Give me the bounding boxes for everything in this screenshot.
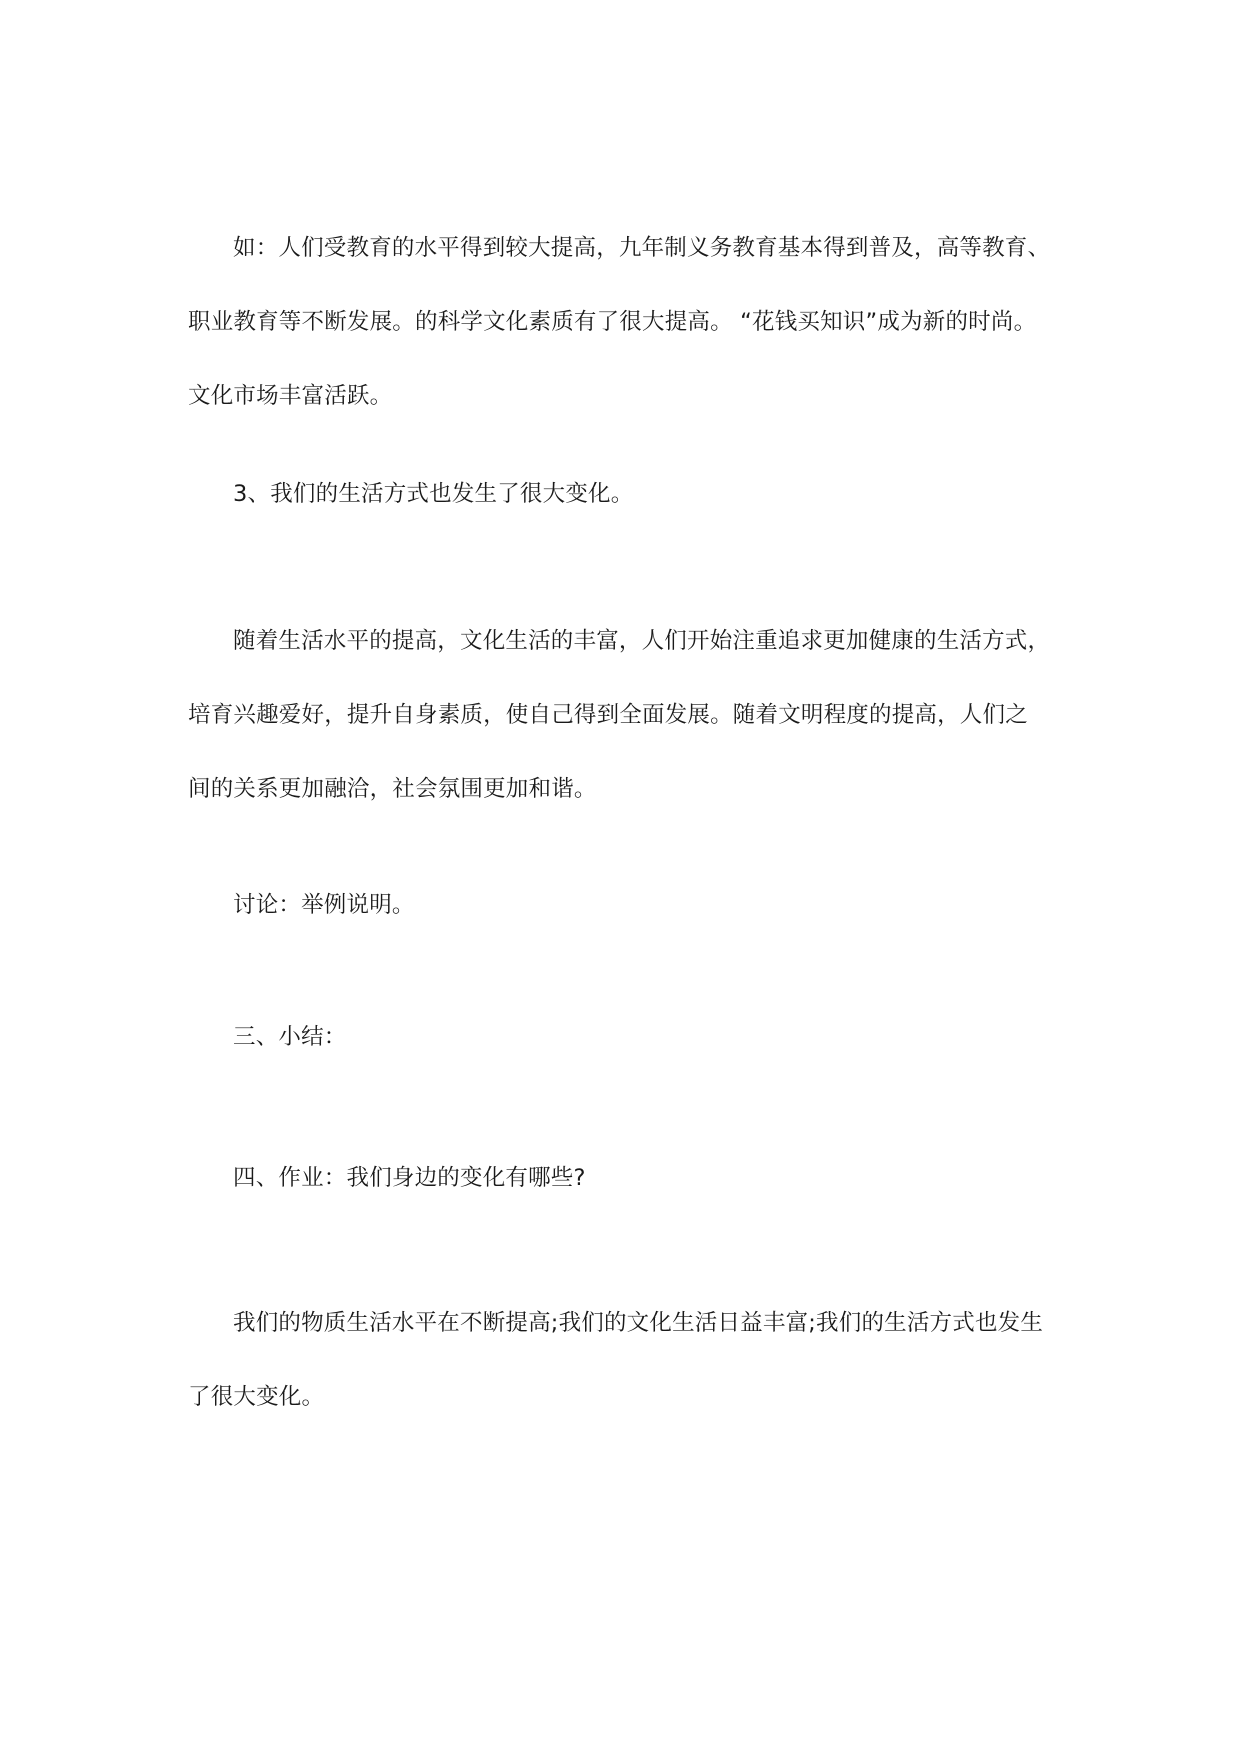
paragraph-line: 间的关系更加融洽，社会氛围更加和谐。	[188, 776, 597, 802]
paragraph-line: 如：人们受教育的水平得到较大提高，九年制义务教育基本得到普及，高等教育、	[233, 235, 1051, 261]
paragraph-lifestyle-detail	[188, 604, 1088, 826]
paragraph-line: 文化市场丰富活跃。	[188, 383, 393, 409]
paragraph-education-progress	[188, 211, 1088, 433]
paragraph-line: 我们的物质生活水平在不断提高;我们的文化生活日益丰富;我们的生活方式也发生	[233, 1310, 1044, 1336]
paragraph-line: 讨论：举例说明。	[233, 892, 415, 918]
paragraph-lifestyle-heading	[188, 457, 1088, 531]
paragraph-discussion	[188, 868, 1088, 942]
paragraph-line: 随着生活水平的提高，文化生活的丰富，人们开始注重追求更加健康的生活方式，	[233, 628, 1051, 654]
paragraph-summary	[188, 1000, 1088, 1074]
paragraph-line: 三、小结：	[233, 1024, 347, 1050]
paragraph-line: 培育兴趣爱好，提升自身素质，使自己得到全面发展。随着文明程度的提高，人们之	[188, 702, 1028, 728]
paragraph-line: 职业教育等不断发展。的科学文化素质有了很大提高。 “花钱买知识”成为新的时尚。	[188, 309, 1037, 335]
paragraph-line: 3、我们的生活方式也发生了很大变化。	[233, 481, 634, 507]
paragraph-homework	[188, 1141, 1088, 1215]
paragraph-conclusion	[188, 1286, 1088, 1434]
paragraph-line: 四、作业：我们身边的变化有哪些?	[233, 1165, 586, 1191]
paragraph-line: 了很大变化。	[188, 1384, 325, 1410]
